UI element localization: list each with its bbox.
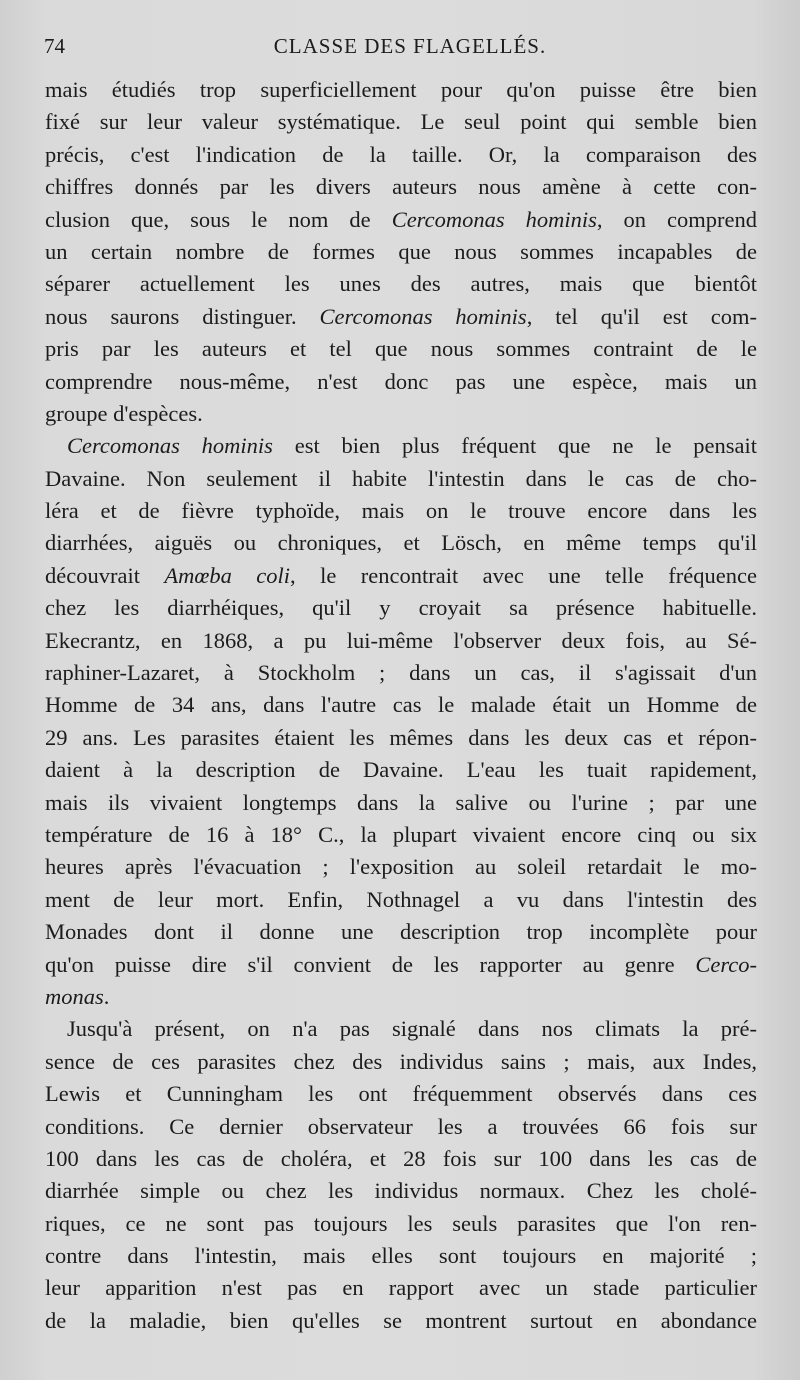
text-run: diarrhées, aiguës ou chroniques, et Lösch, en même temps qu'il <box>45 530 757 556</box>
italic-term: Cercomonas hominis <box>319 303 527 329</box>
text-line <box>45 366 757 398</box>
text-run: 100 dans les cas de choléra, et 28 fois sur 100 dans les cas de <box>45 1145 757 1171</box>
text-line <box>45 884 757 916</box>
text-run: chiffres donnés par les divers auteurs nous amène à cette con- <box>45 174 757 200</box>
text-line <box>45 398 757 430</box>
text-line <box>45 268 757 300</box>
text-run: , tel qu'il est com- <box>526 303 757 329</box>
text-run: , le rencontrait avec une telle fréquence <box>290 562 757 588</box>
text-run: séparer actuellement les unes des autres, mais que bientôt <box>45 271 757 297</box>
text-run: chez les diarrhéiques, qu'il y croyait sa présence habituelle. <box>45 595 757 621</box>
text-line <box>45 333 757 365</box>
text-run: mais étudiés trop superficiellement pour qu'on puisse être bien <box>45 77 757 102</box>
text-line <box>45 625 757 657</box>
text-run: Ekecrantz, en 1868, a pu lui-même l'observer deux fois, au Sé- <box>45 627 757 653</box>
text-run: comprendre nous-même, n'est donc pas une espèce, mais un <box>45 368 757 394</box>
text-line <box>45 430 757 462</box>
text-line <box>45 527 757 559</box>
text-run: Davaine. Non seulement il habite l'intestin dans le cas de cho- <box>45 465 757 491</box>
text-line <box>45 916 757 948</box>
text-run: 29 ans. Les parasites étaient les mêmes dans les deux cas et répon- <box>45 724 757 750</box>
text-run: sence de ces parasites chez des individus sains ; mais, aux Indes, <box>45 1048 757 1074</box>
text-run: est bien plus fréquent que ne le pensait <box>272 433 757 459</box>
text-run: riques, ce ne sont pas toujours les seuls parasites que l'on ren- <box>45 1210 757 1236</box>
text-line <box>45 1046 757 1078</box>
text-line <box>45 689 757 721</box>
text-run: conditions. Ce dernier observateur les a trouvées 66 fois sur <box>45 1113 757 1139</box>
text-run: ment de leur mort. Enfin, Nothnagel a vu dans l'intestin des <box>45 886 757 912</box>
text-line <box>45 139 757 171</box>
text-line <box>45 657 757 689</box>
text-run: un certain nombre de formes que nous sommes incapables de <box>45 238 757 264</box>
text-line <box>45 722 757 754</box>
text-run: raphiner-Lazaret, à Stockholm ; dans un cas, il s'agissait d'un <box>45 660 757 686</box>
text-run: leur apparition n'est pas en rapport avec un stade particulier <box>45 1275 757 1301</box>
text-line <box>45 106 757 138</box>
text-run: léra et de fièvre typhoïde, mais on le trouve encore dans les <box>45 498 757 524</box>
italic-term: Cerco- <box>695 951 757 977</box>
running-head <box>44 34 756 64</box>
italic-term: monas <box>45 983 104 1009</box>
text-run: Jusqu'à présent, on n'a pas signalé dans nos climats la pré- <box>67 1016 757 1042</box>
text-run: clusion que, sous le nom de <box>45 206 392 232</box>
text-line <box>45 754 757 786</box>
body-text <box>45 74 757 1337</box>
text-line <box>45 851 757 883</box>
text-run: mais ils vivaient longtemps dans la salive ou l'urine ; par une <box>45 789 757 815</box>
text-run: température de 16 à 18° C., la plupart vivaient encore cinq ou six <box>45 821 757 847</box>
text-line <box>45 301 757 333</box>
text-run: nous saurons distinguer. <box>45 303 320 329</box>
text-run: qu'on puisse dire s'il convient de les rapporter au genre <box>45 951 696 977</box>
text-line <box>45 463 757 495</box>
text-line <box>45 1175 757 1207</box>
text-line <box>45 560 757 592</box>
italic-term: Cercomonas hominis <box>391 206 597 232</box>
text-line <box>45 236 757 268</box>
italic-term: Amœba coli <box>164 562 291 588</box>
text-run: Homme de 34 ans, dans l'autre cas le malade était un Homme de <box>45 692 757 718</box>
text-run: , on comprend <box>596 206 757 232</box>
text-line <box>45 1272 757 1304</box>
text-run: fixé sur leur valeur systématique. Le seul point qui semble bien <box>45 109 757 135</box>
italic-term: Cercomonas hominis <box>67 433 273 459</box>
text-line <box>45 1143 757 1175</box>
text-line <box>45 74 757 106</box>
text-run: daient à la description de Davaine. L'eau les tuait rapidement, <box>45 757 757 783</box>
text-run: . <box>103 983 110 1009</box>
text-run: de la maladie, bien qu'elles se montrent surtout en abondance <box>45 1307 757 1333</box>
text-line <box>45 819 757 851</box>
text-line <box>45 1305 757 1337</box>
page-number: 74 <box>44 34 65 58</box>
running-title: CLASSE DES FLAGELLÉS. <box>273 34 547 58</box>
text-line <box>45 1013 757 1045</box>
text-line <box>45 1240 757 1272</box>
text-line <box>45 495 757 527</box>
text-line <box>45 949 757 981</box>
text-line <box>45 1208 757 1240</box>
text-line <box>45 1078 757 1110</box>
text-run: pris par les auteurs et tel que nous sommes contraint de le <box>45 336 757 362</box>
text-run: précis, c'est l'indication de la taille. Or, la comparaison des <box>45 141 757 167</box>
text-line <box>45 787 757 819</box>
text-run: Lewis et Cunningham les ont fréquemment observés dans ces <box>45 1081 757 1107</box>
text-line <box>45 592 757 624</box>
text-run: découvrait <box>45 562 165 588</box>
text-line <box>45 204 757 236</box>
text-line <box>45 171 757 203</box>
text-run: groupe d'espèces. <box>45 400 203 426</box>
text-run: contre dans l'intestin, mais elles sont toujours en majorité ; <box>45 1243 757 1269</box>
text-line <box>45 1111 757 1143</box>
text-run: Monades dont il donne une description trop incomplète pour <box>45 919 757 945</box>
text-run: diarrhée simple ou chez les individus normaux. Chez les cholé- <box>45 1178 757 1204</box>
text-run: heures après l'évacuation ; l'exposition au soleil retardait le mo- <box>45 854 757 880</box>
text-line <box>45 981 757 1013</box>
